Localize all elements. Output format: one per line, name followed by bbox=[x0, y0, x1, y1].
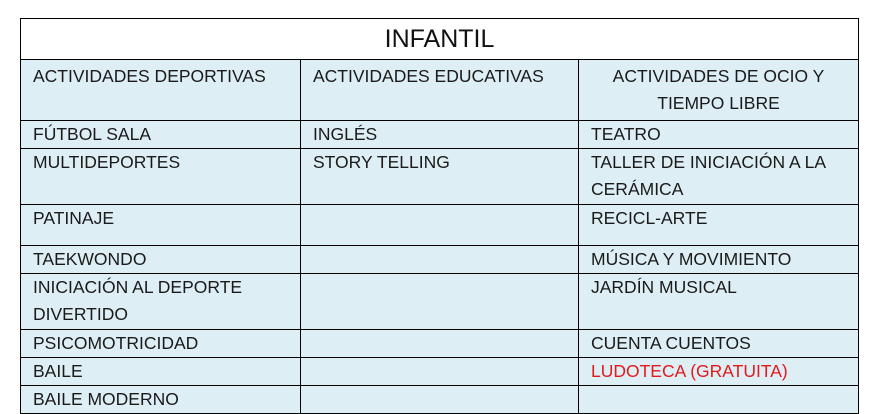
cell-educativas: INGLÉS bbox=[301, 121, 579, 149]
header-deportivas: ACTIVIDADES DEPORTIVAS bbox=[21, 60, 301, 121]
cell-educativas bbox=[301, 386, 579, 414]
table-row bbox=[21, 121, 859, 149]
cell-ocio bbox=[579, 386, 859, 414]
cell-educativas bbox=[301, 330, 579, 358]
cell-ocio: JARDÍN MUSICAL bbox=[579, 274, 859, 330]
table-row bbox=[21, 246, 859, 274]
cell-educativas bbox=[301, 358, 579, 386]
table-row bbox=[21, 149, 859, 205]
cell-deportivas: INICIACIÓN AL DEPORTE DIVERTIDO bbox=[21, 274, 301, 330]
cell-ocio: TALLER DE INICIACIÓN A LA CERÁMICA bbox=[579, 149, 859, 205]
table-row bbox=[21, 386, 859, 414]
cell-deportivas: BAILE bbox=[21, 358, 301, 386]
table-row bbox=[21, 358, 859, 386]
table-row bbox=[21, 330, 859, 358]
cell-deportivas: PSICOMOTRICIDAD bbox=[21, 330, 301, 358]
cell-educativas bbox=[301, 274, 579, 330]
cell-educativas bbox=[301, 246, 579, 274]
table-row bbox=[21, 205, 859, 246]
cell-ocio: MÚSICA Y MOVIMIENTO bbox=[579, 246, 859, 274]
cell-educativas bbox=[301, 205, 579, 246]
header-row bbox=[21, 60, 859, 121]
cell-ocio: RECICL-ARTE bbox=[579, 205, 859, 246]
table-row bbox=[21, 274, 859, 330]
cell-educativas: STORY TELLING bbox=[301, 149, 579, 205]
table-title: INFANTIL bbox=[21, 19, 859, 60]
header-educativas: ACTIVIDADES EDUCATIVAS bbox=[301, 60, 579, 121]
cell-deportivas: MULTIDEPORTES bbox=[21, 149, 301, 205]
cell-deportivas: BAILE MODERNO bbox=[21, 386, 301, 414]
cell-ocio-highlight: LUDOTECA (GRATUITA) bbox=[579, 358, 859, 386]
cell-deportivas: PATINAJE bbox=[21, 205, 301, 246]
cell-ocio: CUENTA CUENTOS bbox=[579, 330, 859, 358]
header-ocio: ACTIVIDADES DE OCIO Y TIEMPO LIBRE bbox=[579, 60, 859, 121]
activities-table bbox=[20, 18, 859, 414]
cell-deportivas: TAEKWONDO bbox=[21, 246, 301, 274]
cell-deportivas: FÚTBOL SALA bbox=[21, 121, 301, 149]
title-row bbox=[21, 19, 859, 60]
cell-ocio: TEATRO bbox=[579, 121, 859, 149]
